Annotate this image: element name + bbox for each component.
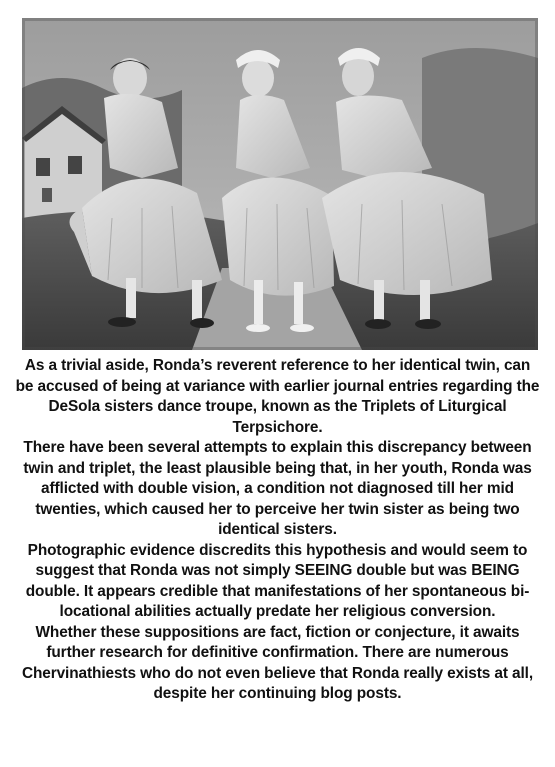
caption-paragraph-1: As a trivial aside, Ronda’s reverent reference to her identical twin, can be accused of being at variance with earlier journal entries regarding the DeSola sisters dance troupe, known as the Triplets of Liturgical Terpsichore. xyxy=(15,357,540,436)
caption-paragraph-4: Whether these suppositions are fact, fiction or conjecture, it awaits further research for definitive confirmation. There are numerous Chervinathiests who do not even believe that Ronda really exists at all, despite her continuing blog posts. xyxy=(21,623,534,702)
vintage-photo xyxy=(22,18,538,350)
caption-paragraph-2: There have been several attempts to explain this discrepancy between twin and triplet, the least plausible being that, in her youth, Ronda was afflicted with double vision, a condition not diagnosed till her mid twenties, which caused her to perceive her twin sister as being two identical sisters. xyxy=(23,439,532,538)
caption-text xyxy=(14,356,541,705)
caption-paragraph-3: Photographic evidence discredits this hypothesis and would seem to suggest that Ronda was not simply SEEING double but was BEING double. It appears credible that manifestations of her spontaneous bi-locational abilities actually predate her religious conversion. xyxy=(25,541,530,620)
